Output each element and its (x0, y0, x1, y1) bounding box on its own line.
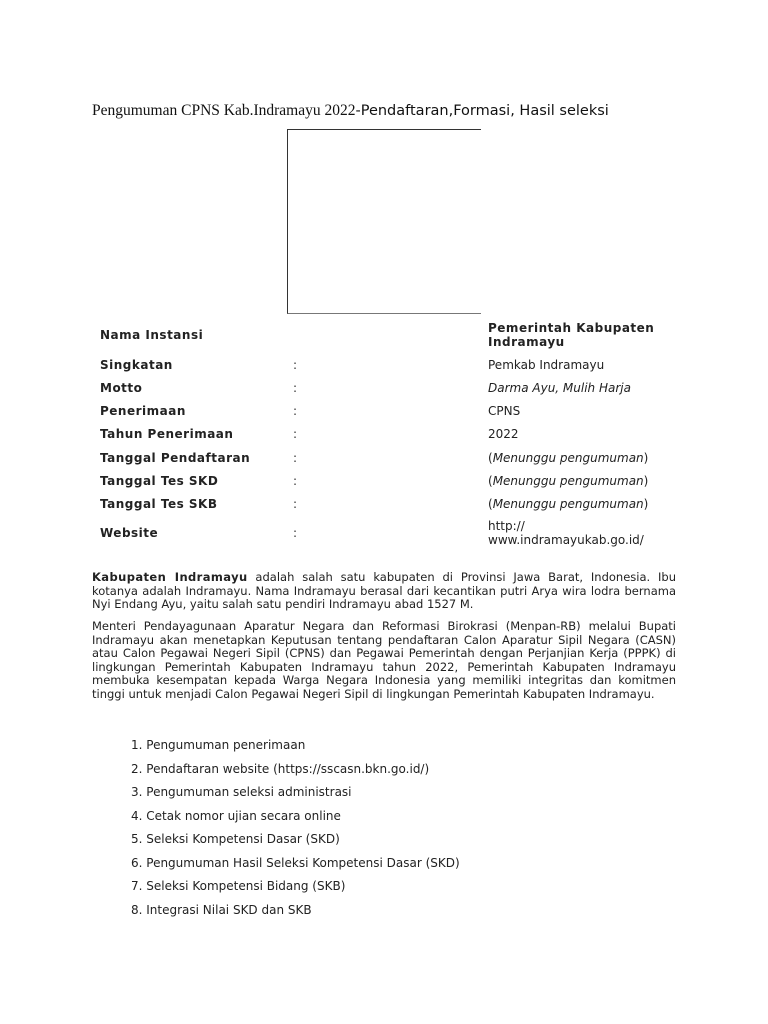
motto-italic-text: Darma Ayu, Mulih Harja (488, 381, 631, 395)
paren-close: ) (643, 474, 649, 488)
row-value-nama-instansi: Pemerintah Kabupaten Indramayu (488, 321, 655, 349)
row-label-motto: Motto (100, 381, 143, 395)
row-separator: : (293, 404, 298, 418)
row-separator: : (293, 474, 298, 488)
row-value-tanggal-tes-skd (488, 474, 658, 488)
title-part-2: -Pendaftaran,Formasi, Hasil seleksi (355, 103, 609, 119)
row-separator: : (293, 497, 298, 511)
website-line-2[interactable]: www.indramayukab.go.id/ (488, 533, 644, 547)
page-title (92, 101, 609, 120)
row-label-tahun-penerimaan: Tahun Penerimaan (100, 427, 234, 441)
row-value-motto (488, 381, 658, 395)
pending-text: Menunggu pengumuman (492, 474, 644, 488)
list-item: 1. Pengumuman penerimaan (131, 738, 306, 752)
row-value-tanggal-pendaftaran (488, 451, 658, 465)
intro-bold-term: Kabupaten Indramayu (92, 570, 248, 584)
row-label-tanggal-tes-skd: Tanggal Tes SKD (100, 474, 219, 488)
list-item: 4. Cetak nomor ujian secara online (131, 808, 341, 823)
list-item: 3. Pengumuman seleksi administrasi (131, 785, 352, 799)
list-item: 7. Seleksi Kompetensi Bidang (SKB) (131, 879, 346, 893)
steps-list (131, 736, 460, 924)
row-separator: : (293, 526, 298, 540)
paren-open: ( (488, 497, 493, 511)
row-label-singkatan: Singkatan (100, 358, 173, 372)
list-item: 2. Pendaftaran website (https://sscasn.bkn.go.id/) (131, 761, 430, 776)
intro-paragraph (92, 571, 676, 612)
row-separator: : (293, 381, 298, 395)
row-label-tanggal-pendaftaran: Tanggal Pendaftaran (100, 451, 251, 465)
paren-open: ( (488, 451, 493, 465)
list-item: 6. Pengumuman Hasil Seleksi Kompetensi Dasar (SKD) (131, 855, 460, 870)
row-value-tanggal-tes-skb (488, 497, 658, 511)
pending-text: Menunggu pengumuman (492, 451, 644, 465)
paren-open: ( (488, 474, 493, 488)
row-value-tahun-penerimaan: 2022 (488, 427, 519, 441)
announcement-paragraph: Menteri Pendayagunaan Aparatur Negara dan Reformasi Birokrasi (Menpan-RB) melalui Bupati Indramayu akan menetapkan Keputusan tentang pendaftaran Calon Aparatur Sipil Negara (CASN) atau Calon Pegawai Negeri Sipil (CPNS) dan Pegawai Pemerintah dengan Perjanjian Kerja (PPPK) di lingkungan Pemerintah Kabupaten Indramayu tahun 2022, Pemerintah Kabupaten Indramayu membuka kesempatan kepada Warga Negara Indonesia yang memiliki integritas dan komitmen tinggi untuk menjadi Calon Pegawai Negeri Sipil di lingkungan Pemerintah Kabupaten Indramayu. (92, 619, 676, 701)
row-label-nama-instansi: Nama Instansi (100, 328, 204, 342)
list-item: 8. Integrasi Nilai SKD dan SKB (131, 902, 312, 917)
row-separator: : (293, 358, 298, 372)
row-label-website: Website (100, 526, 159, 540)
row-value-penerimaan: CPNS (488, 404, 521, 418)
row-value-website[interactable] (488, 519, 658, 547)
paren-close: ) (643, 497, 649, 511)
website-line-1[interactable]: http:// (488, 519, 525, 533)
logo-image-placeholder (287, 129, 481, 314)
row-label-tanggal-tes-skb: Tanggal Tes SKB (100, 497, 218, 511)
row-value-singkatan: Pemkab Indramayu (488, 358, 605, 372)
title-part-1: Pengumuman CPNS Kab.Indramayu 2022 (92, 102, 356, 119)
pending-text: Menunggu pengumuman (492, 497, 644, 511)
row-separator: : (293, 427, 298, 441)
row-label-penerimaan: Penerimaan (100, 404, 186, 418)
row-separator: : (293, 451, 298, 465)
intro-text: adalah salah satu kabupaten di Provinsi Jawa Barat, Indonesia. Ibu kotanya adalah Indramayu. Nama Indramayu berasal dari kecantikan putri Arya wira lodra bernama Nyi Endang Ayu, yaitu salah satu pendiri Indramayu abad 1527 M. (92, 570, 676, 612)
paren-close: ) (643, 451, 649, 465)
list-item: 5. Seleksi Kompetensi Dasar (SKD) (131, 832, 340, 846)
